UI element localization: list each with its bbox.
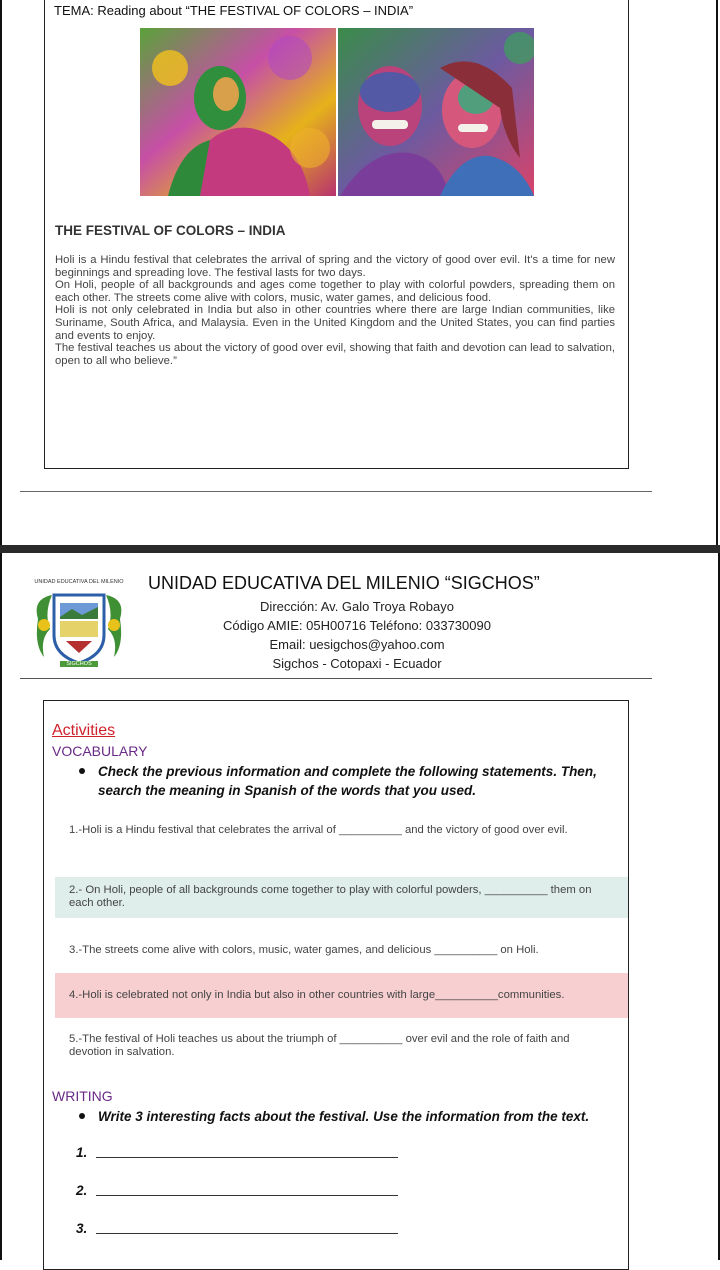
article-paragraph: Holi is a Hindu festival that celebrates the arrival of spring and the victory of good over evil. It's a time for new beginnings and spreading love. The festival lasts for two days. — [55, 254, 615, 279]
school-info — [162, 597, 552, 673]
answer-number: 3. — [76, 1221, 88, 1236]
school-crest — [30, 579, 128, 673]
vocabulary-instruction-line: search the meaning in Spanish of the words that you used. — [98, 783, 477, 798]
crest-top-text: UNIDAD EDUCATIVA DEL MILENIO — [34, 579, 124, 585]
writing-heading: WRITING — [52, 1088, 113, 1104]
statement-1: 1.-Holi is a Hindu festival that celebrates the arrival of __________ and the victory of good over evil. — [69, 824, 568, 836]
answer-line-2[interactable] — [76, 1183, 87, 1198]
blank-line — [96, 1233, 398, 1234]
statement-3: 3.-The streets come alive with colors, music, water games, and delicious __________ on Holi. — [69, 944, 539, 956]
reading-page — [0, 0, 718, 545]
blank-line — [96, 1157, 398, 1158]
vocabulary-instruction-line: Check the previous information and complete the following statements. Then, — [98, 764, 597, 779]
statement-5: 5.-The festival of Holi teaches us about the triumph of __________ over evil and the role of faith and devotion in salvation. — [69, 1033, 570, 1058]
writing-instruction: Write 3 interesting facts about the festival. Use the information from the text. — [98, 1109, 590, 1124]
school-address: Dirección: Av. Galo Troya Robayo — [260, 599, 454, 614]
answer-number: 1. — [76, 1145, 88, 1160]
answer-number: 2. — [76, 1183, 88, 1198]
vocabulary-instruction — [98, 762, 597, 800]
activities-page — [0, 553, 720, 1260]
page-separator — [0, 545, 720, 553]
school-location: Sigchos - Cotopaxi - Ecuador — [272, 656, 442, 671]
article-text — [55, 254, 615, 367]
vocabulary-heading: VOCABULARY — [52, 743, 148, 759]
school-name: UNIDAD EDUCATIVA DEL MILENIO “SIGCHOS” — [148, 573, 540, 593]
article-title: THE FESTIVAL OF COLORS – INDIA — [55, 223, 286, 238]
article-paragraph: The festival teaches us about the victory of good over evil, showing that faith and devotion can lead to salvation, open to all who believe.” — [55, 342, 615, 367]
answer-line-1[interactable] — [76, 1145, 87, 1160]
crest-bottom-text: SIGCHOS — [60, 661, 98, 667]
school-code-phone: Código AMIE: 05H00716 Teléfono: 033730090 — [223, 618, 491, 633]
crest-emblem-icon — [30, 579, 128, 673]
bullet-icon — [79, 1113, 85, 1119]
school-email: Email: uesigchos@yahoo.com — [269, 637, 445, 652]
activities-heading: Activities — [52, 722, 116, 739]
divider — [20, 678, 652, 679]
statement-4: 4.-Holi is celebrated not only in India but also in other countries with large__________communities. — [55, 973, 628, 1018]
article-paragraph: Holi is not only celebrated in India but also in other countries where there are large Indian communities, like Suriname, South Africa, and Malaysia. Even in the United Kingdom and the United States, you can find parties and events to enjoy. — [55, 304, 615, 342]
statement-2: 2.- On Holi, people of all backgrounds come together to play with colorful powders, __________ them on each other. — [55, 877, 628, 918]
topic-title: TEMA: Reading about “THE FESTIVAL OF COLORS – INDIA” — [54, 3, 414, 18]
blank-line — [96, 1195, 398, 1196]
article-paragraph: On Holi, people of all backgrounds and ages come together to play with colorful powders, spreading them on each other. The streets come alive with colors, music, water games, and delicious food. — [55, 279, 615, 304]
bullet-icon — [79, 768, 85, 774]
divider — [20, 491, 652, 492]
answer-line-3[interactable] — [76, 1221, 87, 1236]
